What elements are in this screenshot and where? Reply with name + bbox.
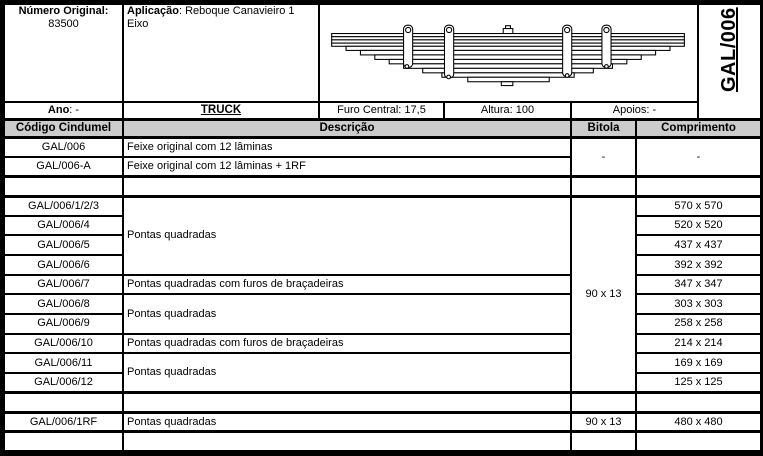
table-row xyxy=(4,275,761,295)
comprimento-cell: 480 x 480 xyxy=(636,412,761,432)
empty-cell xyxy=(571,177,636,197)
vehicle-type-label: TRUCK xyxy=(200,104,242,117)
leaf-7 xyxy=(375,55,641,60)
comprimento-cell: 347 x 347 xyxy=(636,275,761,295)
clamp-4-bolt-top xyxy=(604,27,609,32)
empty-cell xyxy=(571,432,636,452)
clamp-1-bolt-bottom xyxy=(405,65,409,69)
aplicacao-cell xyxy=(123,4,319,102)
ano-value: : - xyxy=(69,104,80,117)
code-cell: GAL/006/10 xyxy=(4,334,123,354)
column-header-bitola: Bitola xyxy=(571,120,636,138)
numero-original-cell xyxy=(4,4,123,102)
apoios-cell: Apoios: - xyxy=(571,102,698,120)
column-header-comprimento: Comprimento xyxy=(636,120,761,138)
empty-cell xyxy=(123,432,571,452)
description-cell: Pontas quadradas xyxy=(123,412,571,432)
empty-cell xyxy=(636,177,761,197)
description-cell: Pontas quadradas xyxy=(123,196,571,275)
empty-cell xyxy=(123,177,571,197)
part-code-vertical-label: GAL/006 xyxy=(718,7,740,93)
empty-cell xyxy=(4,392,123,412)
clamp-4-bolt-bottom xyxy=(605,65,609,69)
bottom-tab xyxy=(501,82,513,86)
leaf-9 xyxy=(404,64,613,69)
empty-cell xyxy=(636,392,761,412)
table-row xyxy=(4,137,761,157)
clamp-2-bolt-bottom xyxy=(447,75,451,79)
code-cell: GAL/006/11 xyxy=(4,353,123,373)
table-row xyxy=(4,196,761,216)
comprimento-cell: 303 x 303 xyxy=(636,294,761,314)
separator-row xyxy=(4,432,761,452)
code-cell: GAL/006/12 xyxy=(4,373,123,393)
description-cell: Pontas quadradas com furos de braçadeiras xyxy=(123,275,571,295)
table-row xyxy=(4,294,761,314)
comprimento-cell: 214 x 214 xyxy=(636,334,761,354)
comprimento-cell: 392 x 392 xyxy=(636,255,761,275)
table-row xyxy=(4,334,761,354)
catalog-table xyxy=(3,3,762,453)
bitola-cell: 90 x 13 xyxy=(571,196,636,392)
ano-cell xyxy=(4,102,123,120)
code-cell: GAL/006/8 xyxy=(4,294,123,314)
description-cell: Feixe original com 12 lâminas + 1RF xyxy=(123,157,571,177)
bitola-cell: 90 x 13 xyxy=(571,412,636,432)
comprimento-cell: - xyxy=(636,137,761,176)
comprimento-cell: 169 x 169 xyxy=(636,353,761,373)
description-cell: Pontas quadradas xyxy=(123,353,571,392)
leaf-5 xyxy=(346,46,670,50)
leaf-spring-diagram xyxy=(321,7,696,99)
separator-row xyxy=(4,177,761,197)
leaf-12 xyxy=(468,77,549,82)
clamp-1-bolt-top xyxy=(406,27,411,32)
comprimento-cell: 520 x 520 xyxy=(636,216,761,236)
separator-row xyxy=(4,392,761,412)
code-cell: GAL/006/7 xyxy=(4,275,123,295)
table-row xyxy=(4,412,761,432)
leaf-11 xyxy=(442,73,574,77)
vehicle-type-cell xyxy=(123,102,319,120)
furo-central-cell: Furo Central: 17,5 xyxy=(319,102,444,120)
leaf-8 xyxy=(389,59,627,63)
code-cell: GAL/006-A xyxy=(4,157,123,177)
description-cell: Pontas quadradas com furos de braçadeiras xyxy=(123,334,571,354)
empty-cell xyxy=(4,177,123,197)
column-header-codigo: Código Cindumel xyxy=(4,120,123,138)
empty-cell xyxy=(636,432,761,452)
code-cell: GAL/006/6 xyxy=(4,255,123,275)
code-cell: GAL/006 xyxy=(4,137,123,157)
table-row xyxy=(4,353,761,373)
description-cell: Pontas quadradas xyxy=(123,294,571,333)
empty-cell xyxy=(4,432,123,452)
code-cell: GAL/006/9 xyxy=(4,314,123,334)
clamp-3-bolt-bottom xyxy=(565,74,569,78)
leaf-spring-diagram-cell xyxy=(319,4,698,102)
code-cell: GAL/006/1RF xyxy=(4,412,123,432)
aplicacao-label: Aplicação xyxy=(127,5,179,17)
aplicacao-value: : Reboque Canavieiro 1 Eixo xyxy=(127,5,295,30)
comprimento-cell: 125 x 125 xyxy=(636,373,761,393)
description-cell: Feixe original com 12 lâminas xyxy=(123,137,571,157)
comprimento-cell: 570 x 570 xyxy=(636,196,761,216)
ano-label: Ano xyxy=(47,104,70,117)
numero-original-label: Número Original: xyxy=(18,5,109,17)
code-cell: GAL/006/1/2/3 xyxy=(4,196,123,216)
code-cell: GAL/006/4 xyxy=(4,216,123,236)
empty-cell xyxy=(123,392,571,412)
comprimento-cell: 437 x 437 xyxy=(636,235,761,255)
bitola-cell: - xyxy=(571,137,636,176)
code-cell: GAL/006/5 xyxy=(4,235,123,255)
clamp-2-bolt-top xyxy=(446,27,451,32)
empty-cell xyxy=(571,392,636,412)
part-code-cell xyxy=(698,4,761,120)
clamp-3-bolt-top xyxy=(565,27,570,32)
numero-original-value: 83500 xyxy=(48,17,79,30)
column-header-descricao: Descrição xyxy=(123,120,571,138)
comprimento-cell: 258 x 258 xyxy=(636,314,761,334)
altura-cell: Altura: 100 xyxy=(444,102,571,120)
